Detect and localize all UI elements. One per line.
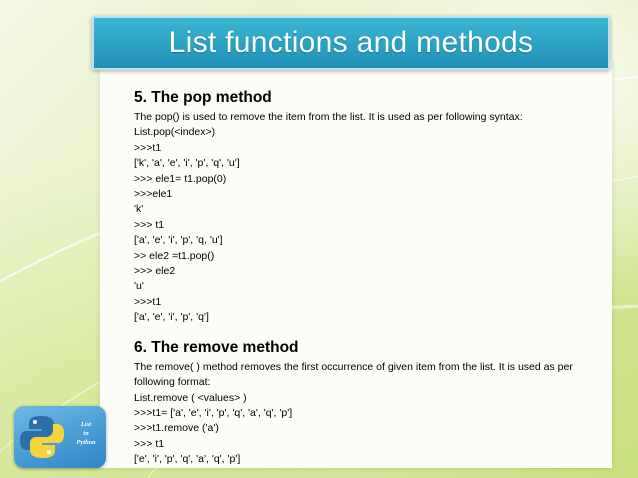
slide-title: List functions and methods (168, 26, 534, 59)
logo-text-line: Python (76, 439, 96, 446)
code-line: >>> ele1= t1.pop(0) (134, 172, 227, 185)
code-line: List.pop(<index>) (134, 126, 216, 139)
code-line: >>>t1.remove ('a') (134, 422, 219, 435)
logo-text-line: in (83, 430, 89, 437)
code-line: 'u' (134, 280, 144, 293)
text-line: The pop() is used to remove the item from the list. It is used as per following syntax: (134, 111, 523, 123)
list-in-python-logo (14, 406, 106, 468)
section-description: The remove( ) method removes the first occurrence of given item from the list. It is used as per following format: (134, 360, 573, 389)
logo-text-line: List (80, 421, 92, 428)
code-line: >>> t1 (134, 218, 165, 231)
code-line: ['e', 'i', 'p', 'q', 'a', 'q', 'p'] (134, 453, 241, 466)
code-line: ['a', 'e', 'i', 'p', 'q, 'u'] (134, 234, 223, 247)
logo-caption (68, 420, 104, 447)
code-line: >>>ele1 (134, 188, 173, 201)
title-bar (92, 16, 610, 70)
code-line: 'k' (134, 203, 144, 216)
code-line: >> ele2 =t1.pop() (134, 249, 215, 262)
code-line: >>>t1 (134, 295, 162, 308)
code-line: >>> ele2 (134, 265, 176, 278)
code-line: >>>t1= ['a', 'e', 'i', 'p', 'q', 'a', 'q', 'p'] (134, 406, 293, 419)
code-line: List.remove ( <values> ) (134, 391, 247, 404)
code-line: ['k', 'a', 'e', 'i', 'p', 'q', 'u'] (134, 157, 240, 170)
python-logo-icon (20, 414, 64, 460)
code-line: ['a', 'e', 'i', 'p', 'q'] (134, 311, 209, 324)
section-heading-pop: 5. The pop method (134, 89, 272, 106)
section-heading-remove: 6. The remove method (134, 338, 299, 356)
slide-body (134, 88, 604, 468)
code-line: >>> t1 (134, 437, 165, 450)
code-line: >>>t1 (134, 141, 162, 154)
